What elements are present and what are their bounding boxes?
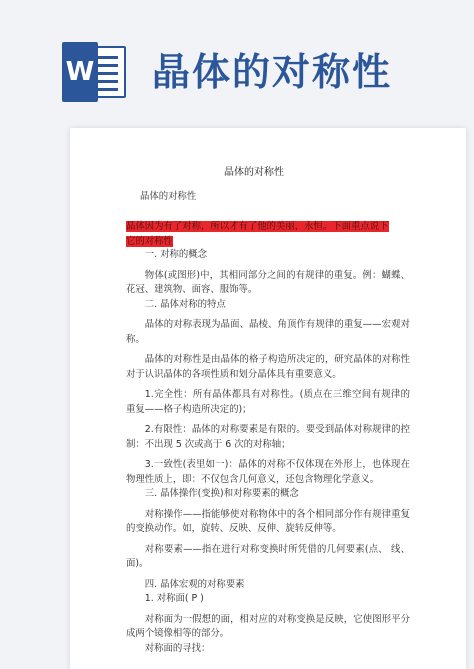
paragraph: 1.完全性：所有晶体都具有对称性。(质点在三维空间有规律的重复——格子构造所决定的)； xyxy=(126,389,410,415)
section-heading: 四. 晶体宏观的对称要素 xyxy=(144,578,245,590)
word-icon-letter: W xyxy=(62,42,98,102)
document-title: 晶体的对称性 xyxy=(224,167,284,178)
document-page xyxy=(70,128,466,669)
header-banner xyxy=(0,0,474,120)
paragraph: 对称面的寻找： xyxy=(144,642,211,654)
paragraph: 3.一致性(表里如一)：晶体的对称不仅体现在外形上，也体现在物理性质上，即：不仅包含几何意义，还包含物理化学意义。 xyxy=(126,459,410,485)
paragraph: 晶体的对称表现为晶面、晶棱、角顶作有规律的重复——宏观对称。 xyxy=(126,319,410,345)
document-subtitle: 晶体的对称性 xyxy=(140,191,197,202)
section-heading: 三. 晶体操作(变换)和对称要素的概念 xyxy=(144,488,299,499)
banner-title: 晶体的对称性 xyxy=(152,50,393,94)
paragraph: 对称要素——指在进行对称变换时所凭借的几何要素(点、 线、面)。 xyxy=(126,543,410,569)
paragraph: 对称操作——指能够使对称物体中的各个相同部分作有规律重复的变换动作。如，旋转、反映、反伸、旋转反伸等。 xyxy=(126,508,410,534)
highlight-line-1: 晶体因为有了对称，所以才有了他的美丽，永恒。下面重点说下 xyxy=(126,221,389,232)
paragraph: 2.有限性：晶体的对称要素是有限的。要受到晶体对称规律的控制：不出现 5 次或高于 6 次的对称轴； xyxy=(126,424,410,450)
word-document-icon xyxy=(62,42,128,102)
sub-heading: 1. 对称面( P ) xyxy=(144,593,204,604)
paragraph: 物体(或图形)中，其相同部分之间的有规律的重复。例：蝴蝶、花冠、建筑物、面容、服饰等。 xyxy=(126,269,410,295)
section-heading: 一. 对称的概念 xyxy=(144,249,208,260)
highlighted-intro xyxy=(126,220,412,249)
section-heading: 二. 晶体对称的特点 xyxy=(144,298,226,310)
paragraph: 晶体的对称性是由晶体的格子构造所决定的，研究晶体的对称性对于认识晶体的各项性质和划分晶体具有重要意义。 xyxy=(126,354,410,380)
paragraph: 对称面为一假想的面，相对应的对称变换是反映，它使图形平分成两个镜像相等的部分。 xyxy=(126,613,410,639)
document-paragraphs xyxy=(126,248,410,656)
highlight-line-2: 它的对称性 xyxy=(126,235,173,247)
